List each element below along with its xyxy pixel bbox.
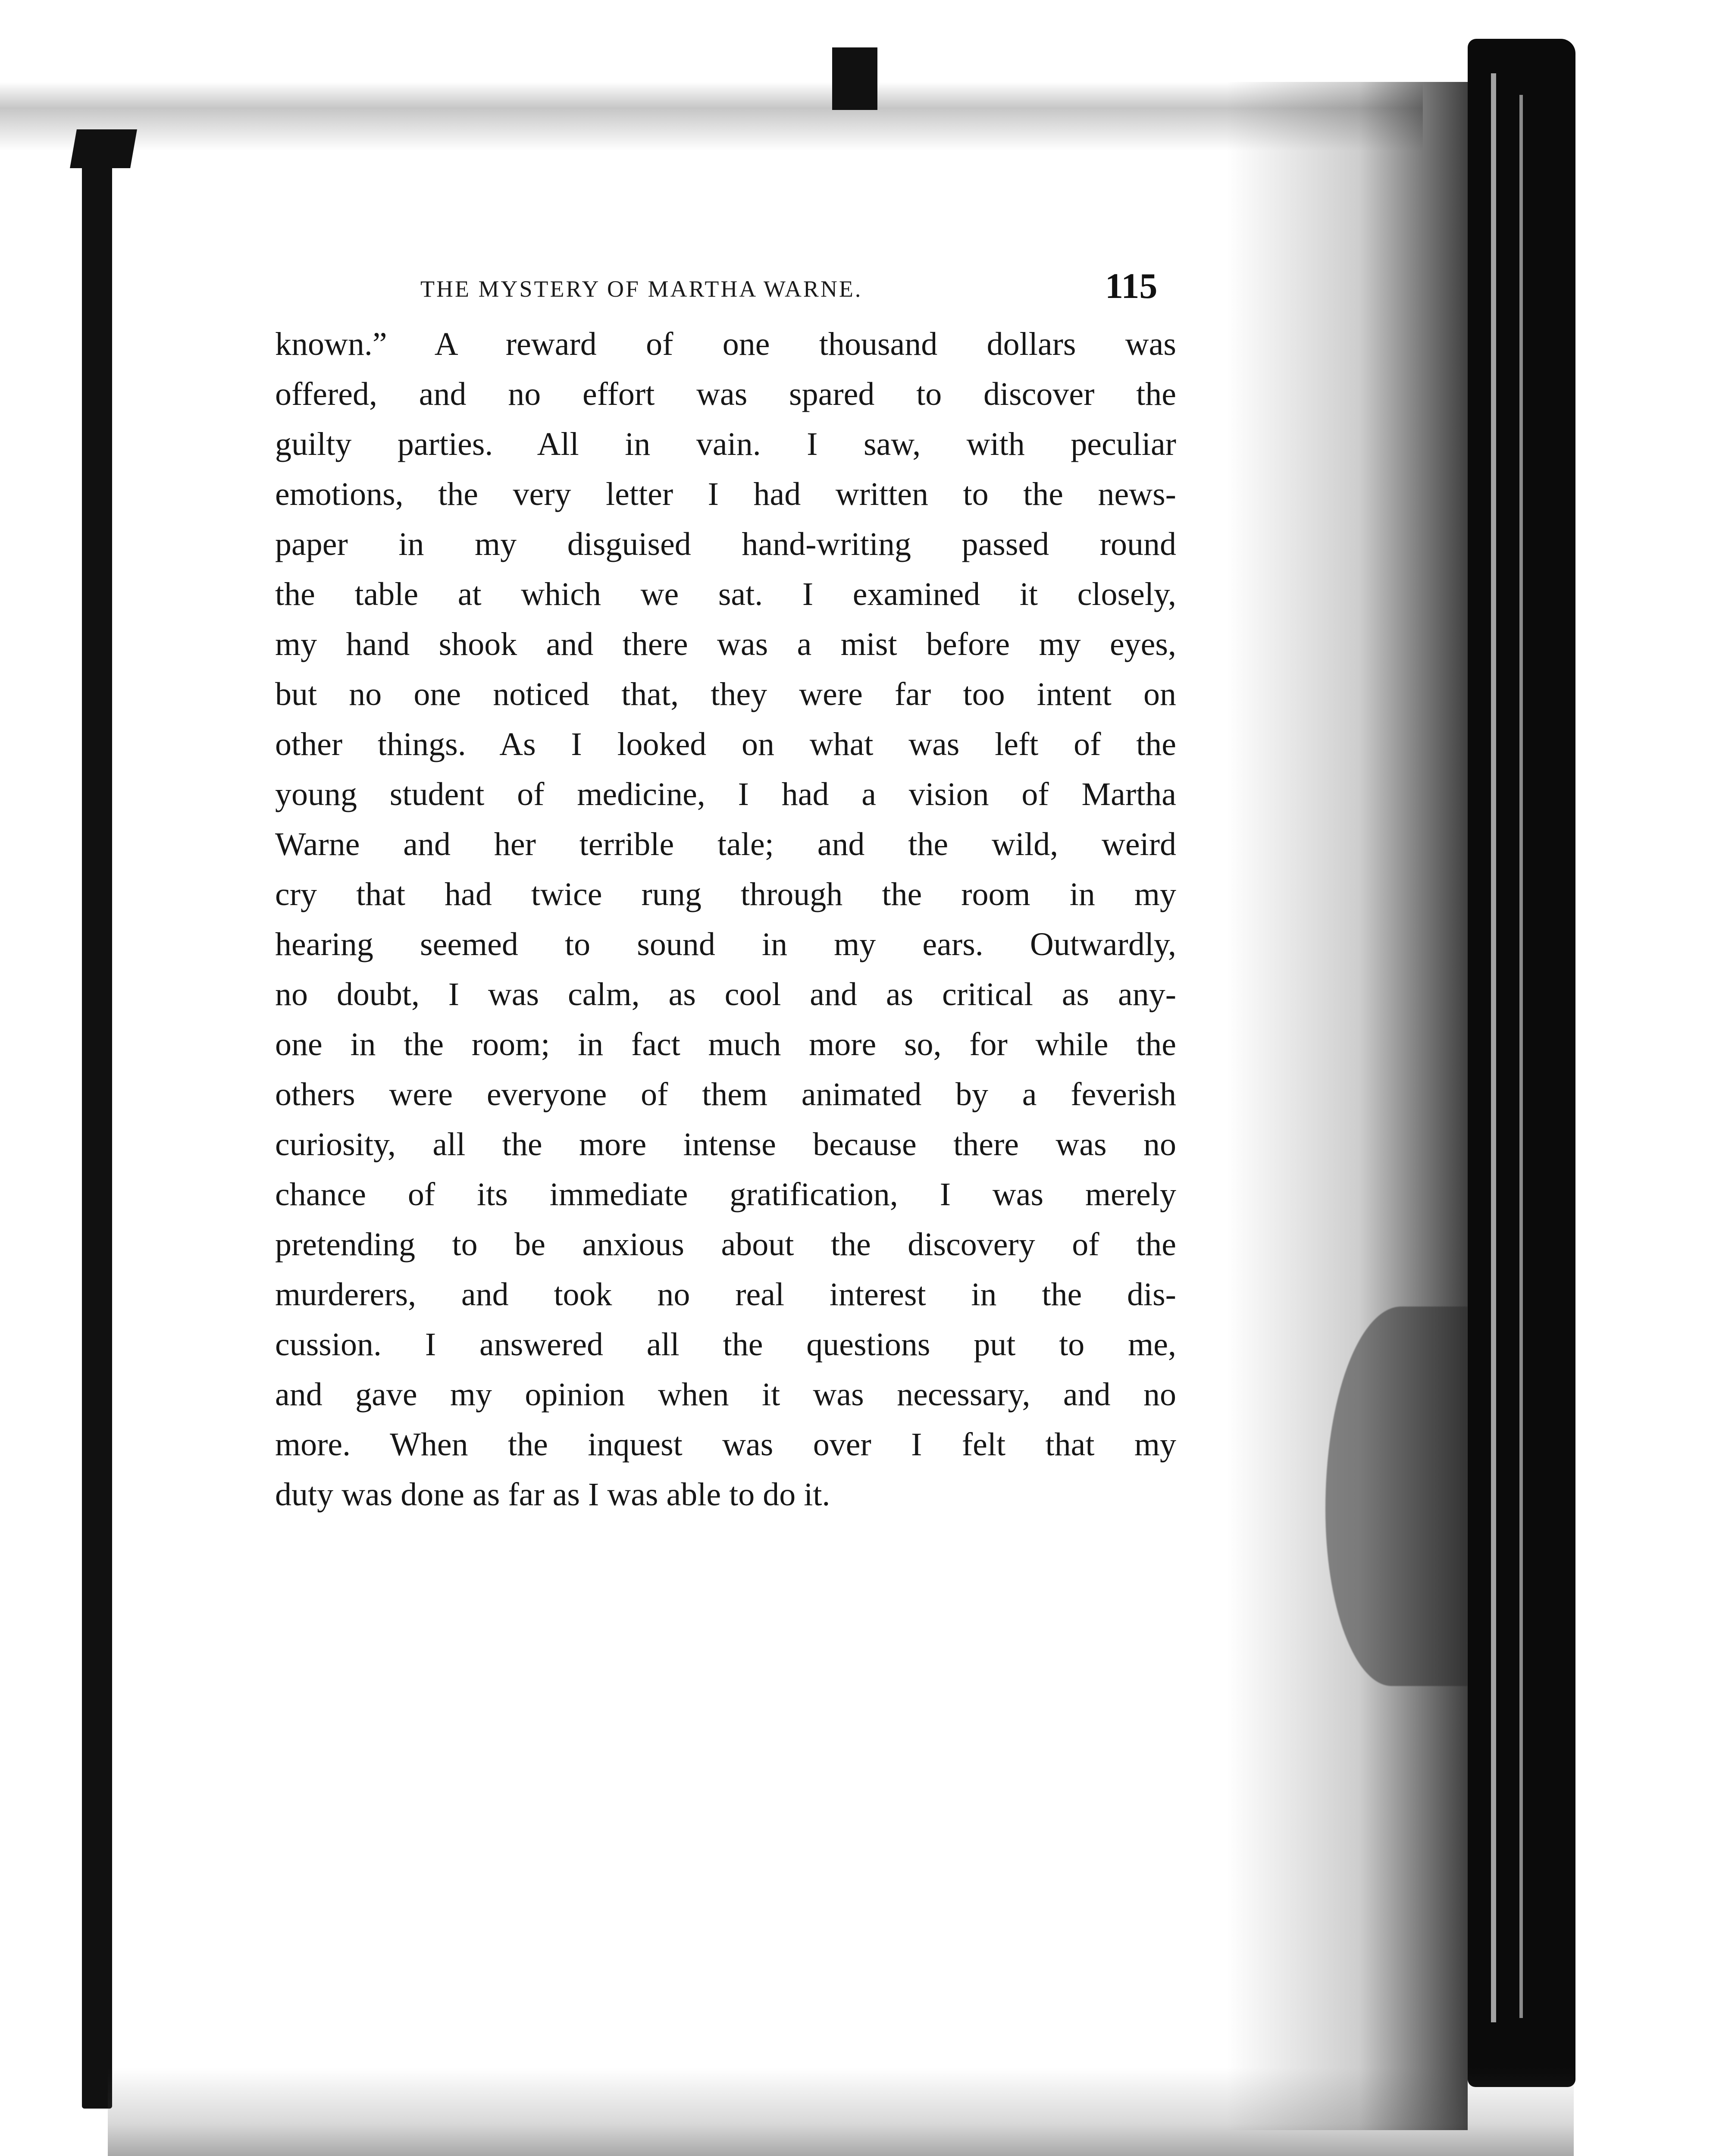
page-dent-shadow	[1325, 1307, 1468, 1686]
left-spine-top	[70, 129, 137, 168]
left-page-edge	[82, 142, 112, 2109]
text-line: offered, and no effort was spared to discover the	[275, 376, 1176, 412]
text-line: duty was done as far as I was able to do it.	[275, 1476, 830, 1513]
running-header	[275, 266, 1176, 319]
top-binding-mark	[832, 47, 877, 110]
text-line: others were everyone of them animated by a feverish	[275, 1076, 1176, 1112]
page-number: 115	[1105, 266, 1158, 306]
right-page-shadow	[1226, 82, 1468, 2130]
top-scan-shadow	[0, 82, 1423, 151]
text-line: other things. As I looked on what was left of the	[275, 726, 1176, 762]
text-line: guilty parties. All in vain. I saw, with peculiar	[275, 426, 1176, 462]
text-line: curiosity, all the more intense because there was no	[275, 1126, 1176, 1163]
text-line: more. When the inquest was over I felt that my	[275, 1426, 1176, 1463]
text-line: cry that had twice rung through the room in my	[275, 876, 1176, 912]
text-line: but no one noticed that, they were far too intent on	[275, 676, 1176, 712]
text-line: my hand shook and there was a mist before my eyes,	[275, 626, 1176, 662]
text-line: emotions, the very letter I had written to the news-	[275, 476, 1176, 512]
bottom-scan-shadow	[108, 2068, 1574, 2156]
text-line: chance of its immediate gratification, I was merely	[275, 1176, 1176, 1213]
text-line: the table at which we sat. I examined it closely,	[275, 576, 1176, 612]
body-text	[275, 319, 1176, 1520]
text-line: hearing seemed to sound in my ears. Outwardly,	[275, 926, 1176, 962]
text-line: pretending to be anxious about the discovery of the	[275, 1226, 1176, 1263]
text-line: known.” A reward of one thousand dollars was	[275, 326, 1176, 362]
text-line: Warne and her terrible tale; and the wild, weird	[275, 826, 1176, 862]
text-line: one in the room; in fact much more so, for while the	[275, 1026, 1176, 1062]
text-line: murderers, and took no real interest in the dis-	[275, 1276, 1176, 1313]
text-line: paper in my disguised hand-writing passed round	[275, 526, 1176, 562]
text-line: no doubt, I was calm, as cool and as critical as any-	[275, 976, 1176, 1012]
text-line: cussion. I answered all the questions put to me,	[275, 1326, 1176, 1363]
right-book-binding	[1468, 39, 1575, 2087]
text-line: and gave my opinion when it was necessary, and no	[275, 1376, 1176, 1413]
text-line: young student of medicine, I had a vision of Martha	[275, 776, 1176, 812]
book-page	[275, 266, 1176, 1520]
running-title: THE MYSTERY OF MARTHA WARNE.	[420, 276, 863, 302]
